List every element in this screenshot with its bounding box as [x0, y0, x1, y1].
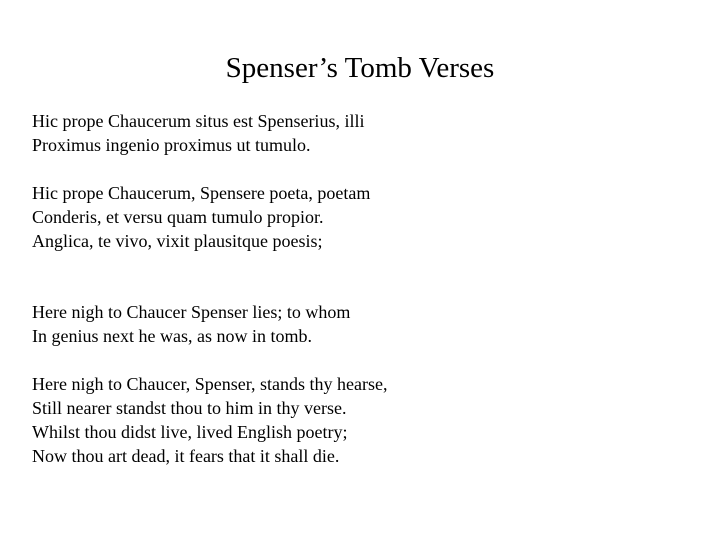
verse-line: Hic prope Chaucerum situs est Spenserius, illi	[32, 111, 365, 131]
slide-title: Spenser’s Tomb Verses	[225, 52, 495, 84]
verse-line: Whilst thou didst live, lived English poetry;	[32, 422, 348, 442]
latin-epitaph-2	[32, 181, 370, 253]
english-translation-2	[32, 372, 387, 468]
verse-line: Hic prope Chaucerum, Spensere poeta, poetam	[32, 183, 371, 203]
verse-line: In genius next he was, as now in tomb.	[32, 326, 312, 346]
verse-line: Here nigh to Chaucer, Spenser, stands thy hearse,	[32, 374, 388, 394]
verse-line: Anglica, te vivo, vixit plausitque poesis;	[32, 231, 323, 251]
verse-line: Now thou art dead, it fears that it shall die.	[32, 446, 340, 466]
latin-epitaph-1	[32, 109, 364, 157]
verse-line: Proximus ingenio proximus ut tumulo.	[32, 135, 311, 155]
english-translation-1	[32, 300, 350, 348]
verse-line: Here nigh to Chaucer Spenser lies; to whom	[32, 302, 351, 322]
verse-line: Conderis, et versu quam tumulo propior.	[32, 207, 324, 227]
verse-line: Still nearer standst thou to him in thy verse.	[32, 398, 347, 418]
